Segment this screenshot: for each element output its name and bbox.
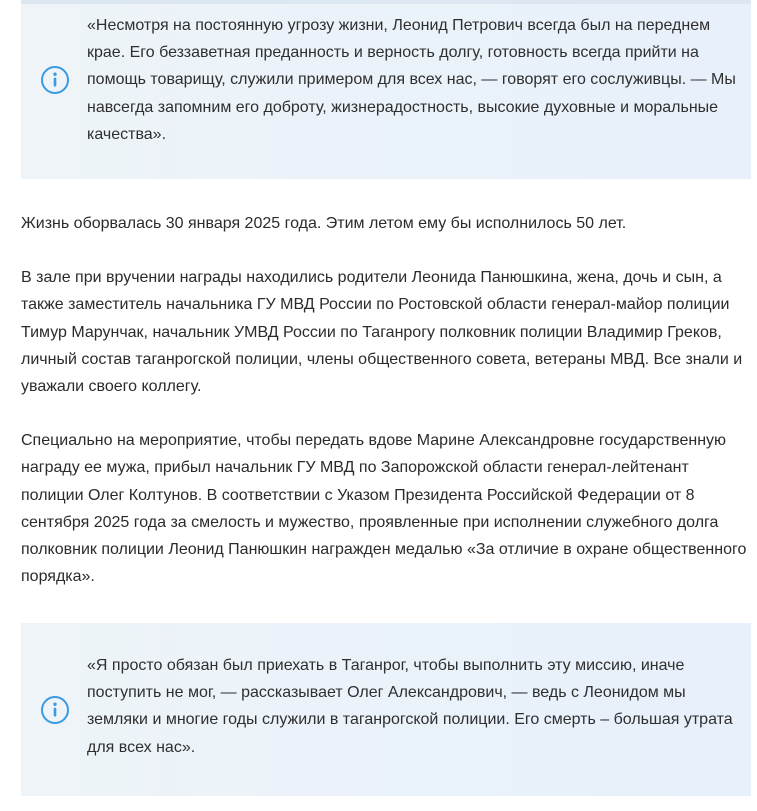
info-icon [40, 65, 70, 95]
info-icon [40, 695, 70, 725]
quote-text: «Я просто обязан был приехать в Таганрог, чтобы выполнить эту миссию, иначе поступить не мог, — рассказывает Олег Александрович, — ведь с Леонидом мы земляки и многие годы служили в таганрогской полиции. Его смерть – большая утрата для всех нас». [87, 657, 733, 756]
paragraph-award: Специально на мероприятие, чтобы передать вдове Марине Александровне государственную награду ее мужа, прибыл начальник ГУ МВД по Запорожской области генерал-лейтенант полиции Олег Колтунов. В соответствии с Указом Президента Российской Федерации от 8 сентября 2025 года за смелость и мужество, проявленные при исполнении служебного долга полковник полиции Леонид Панюшкин награжден медалью «За отличие в охране общественного порядка». [21, 432, 747, 586]
paragraph-date: Жизнь оборвалась 30 января 2025 года. Этим летом ему бы исполнилось 50 лет. [21, 215, 627, 232]
quote-text: «Несмотря на постоянную угрозу жизни, Леонид Петрович всегда был на переднем крае. Его беззаветная преданность и верность долгу, готовность всегда прийти на помощь товарищу, служили примером для всех нас, — говорят его сослуживцы. — Мы навсегда запомним его доброту, жизнерадостность, высокие духовные и моральные качества». [87, 17, 736, 143]
quote-block-2 [21, 623, 751, 796]
quote-block-1 [21, 0, 751, 179]
paragraph-attendees: В зале при вручении награды находились родители Леонида Панюшкина, жена, дочь и сын, а также заместитель начальника ГУ МВД России по Ростовской области генерал-майор полиции Тимур Марунчак, начальник УМВД России по Таганрогу полковник полиции Владимир Греков, личный состав таганрогской полиции, члены общественного совета, ветераны МВД. Все знали и уважали своего коллегу. [21, 269, 743, 396]
